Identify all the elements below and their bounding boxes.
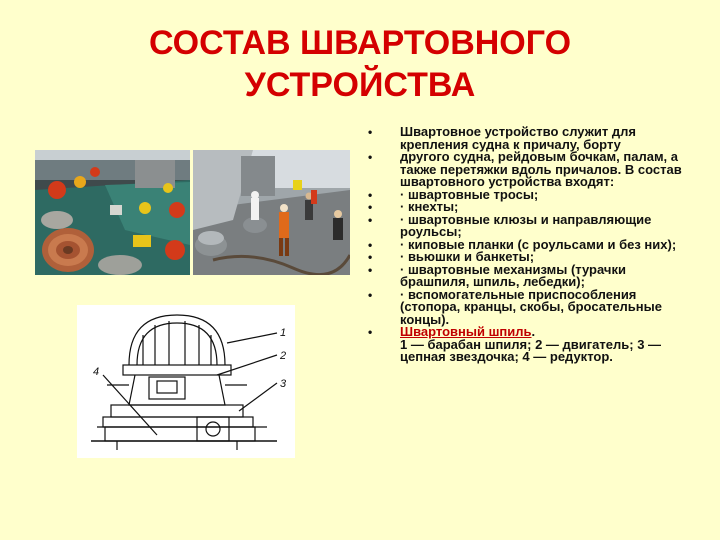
list-item [368, 126, 690, 151]
list-item-text: · швартовные механизмы (турачки брашпиля, шпиль, лебедки); [400, 261, 626, 289]
bullet-marker: • [368, 187, 373, 202]
bullet-marker: • [368, 262, 373, 277]
bullet-marker: • [368, 237, 373, 252]
bullet-marker: • [368, 150, 373, 164]
title-line-2: УСТРОЙСТВА [244, 66, 476, 104]
bullet-marker: • [368, 212, 373, 227]
bullet-marker: • [368, 250, 373, 264]
drawing-label-2: 2 [280, 350, 287, 362]
title-line-1: СОСТАВ ШВАРТОВНОГО [148, 24, 572, 62]
list-item-text: Швартовное устройство служит для крепления судна к причалу, борту [400, 124, 636, 152]
list-item-text: · кнехты; [400, 199, 459, 214]
list-item [368, 151, 690, 189]
description-list [368, 126, 690, 364]
list-item-text: · вспомогательные приспособления (стопора, кранцы, скобы, бросательные концы). [400, 286, 662, 327]
capstan-link[interactable]: Швартовный шпиль [400, 324, 532, 339]
list-item-text: · киповые планки (с роульсами и без них); [400, 236, 677, 252]
list-item-text: · швартовные клюзы и направляющие роульсы; [400, 211, 652, 239]
deck-ropes-photo [35, 150, 190, 275]
figure-caption: 1 — барабан шпиля; 2 — двигатель; 3 — цепная звездочка; 4 — редуктор. [400, 336, 662, 364]
list-item [368, 286, 690, 327]
bullet-marker: • [368, 125, 373, 139]
crew-deck-photo [193, 150, 350, 275]
list-item [368, 211, 690, 239]
drawing-label-1: 1 [280, 327, 287, 339]
bullet-marker: • [368, 325, 373, 339]
drawing-label-3: 3 [280, 378, 287, 390]
list-item-text: другого судна, рейдовым бочкам, палам, а также перетяжки вдоль причалов. В состав швартовного устройства входят: [400, 149, 682, 189]
bullet-marker: • [368, 200, 373, 214]
bullet-marker: • [368, 287, 373, 302]
list-item-text: · швартовные тросы; [400, 186, 539, 202]
list-item [368, 326, 690, 364]
drawing-label-4: 4 [93, 366, 100, 378]
list-item [368, 261, 690, 289]
link-suffix: . [531, 324, 536, 339]
slide-title [0, 22, 720, 106]
capstan-drawing [77, 305, 295, 458]
list-item-text: · вьюшки и банкеты; [400, 249, 535, 264]
